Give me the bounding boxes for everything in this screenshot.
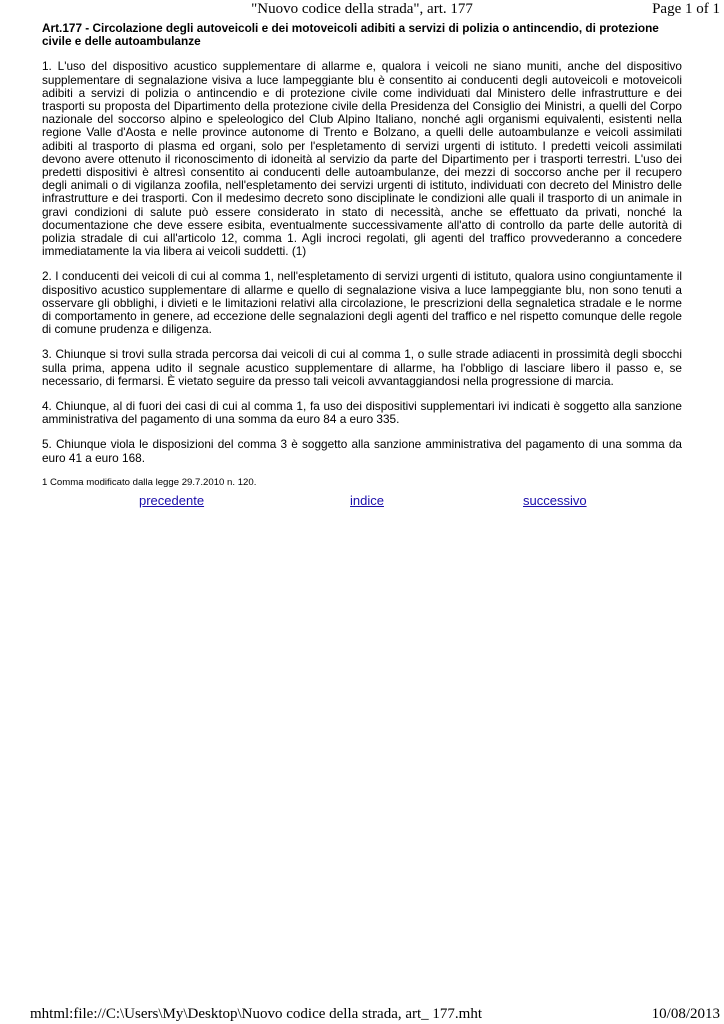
article-content (42, 22, 682, 510)
paragraph-2: 2. I conducenti dei veicoli di cui al comma 1, nell'espletamento di servizi urgenti di istituto, qualora usino congiuntamente il dispositivo acustico supplementare di allarme e quello di segnalazione visiva a luce lampeggiante blu, non sono tenuti a osservare gli obblighi, i divieti e le limitazioni relativi alla circolazione, le prescrizioni della segnaletica stradale e le norme di comportamento in genere, ad eccezione delle segnalazioni degli agenti del traffico e nel rispetto comunque delle regole di comune prudenza e diligenza. (42, 269, 682, 337)
paragraph-5: 5. Chiunque viola le disposizioni del comma 3 è soggetto alla sanzione amministrativa del pagamento di una somma da euro 41 a euro 168. (42, 437, 682, 465)
next-link[interactable]: successivo (523, 492, 587, 508)
paragraph-3: 3. Chiunque si trovi sulla strada percorsa dai veicoli di cui al comma 1, o sulle strade adiacenti in prossimità degli sbocchi sulla prima, appena udito il segnale acustico supplementare di allarme, ha l'obbligo di lasciare libero il passo e, se necessario, di fermarsi. È vietato seguire da presso tali veicoli avvantaggiandosi nella progressione di marcia. (42, 347, 682, 388)
paragraph-1: 1. L'uso del dispositivo acustico supplementare di allarme e, qualora i veicoli ne siano muniti, anche del dispositivo supplementare di segnalazione visiva a luce lampeggiante blu è consentito ai conducenti degli autoveicoli e motoveicoli adibiti a servizi di polizia o antincendio e di protezione civile come individuati dal Ministero delle infrastrutture e dei trasporti su proposta del Dipartimento della protezione civile della Presidenza del Consiglio dei Ministri, a quelli del Corpo nazionale del soccorso alpino e speleologico del Club Alpino Italiano, nonché agli organismi equivalenti, esistenti nella regione Valle d'Aosta e nelle province autonome di Trento e Bolzano, a quelli delle autoambulanze e veicoli assimilati adibiti al trasporto di plasma ed organi, solo per l'espletamento di servizi urgenti di istituto. I predetti veicoli assimilati devono avere ottenuto il riconoscimento di idoneità al servizio da parte del Dipartimento per i trasporti terrestri. L'uso dei predetti dispositivi è altresì consentito ai conducenti delle autoambulanze, dei mezzi di soccorso anche per il recupero degli animali o di vigilanza zoofila, nell'espletamento dei servizi urgenti di istituto, individuati con decreto del Ministro delle infrastrutture e dei trasporti. Con il medesimo decreto sono disciplinate le condizioni alle quali il trasporto di un animale in gravi condizioni di salute può essere considerato in stato di necessità, anche se effettuato da privati, nonché la documentazione che deve essere esibita, eventualmente successivamente all'atto di controllo da parte delle autorità di polizia stradale di cui all'articolo 12, comma 1. Agli incroci regolati, gli agenti del traffico provvederanno a concedere immediatamente la via libera ai veicoli suddetti. (1) (42, 59, 682, 259)
paragraph-4: 4. Chiunque, al di fuori dei casi di cui al comma 1, fa uso dei dispositivi supplementari ivi indicati è soggetto alla sanzione amministrativa del pagamento di una somma da euro 84 a euro 335. (42, 399, 682, 427)
page-number: Page 1 of 1 (652, 1, 720, 17)
document-title: "Nuovo codice della strada", art. 177 (251, 1, 473, 17)
print-footer (0, 1004, 724, 1024)
index-link[interactable]: indice (350, 492, 384, 508)
file-url: mhtml:file://C:\Users\My\Desktop\Nuovo codice della strada, art_ 177.mht (30, 1006, 483, 1022)
print-header (0, 0, 724, 22)
print-date: 10/08/2013 (651, 1006, 720, 1022)
footnote: 1 Comma modificato dalla legge 29.7.2010 n. 120. (42, 476, 257, 488)
article-navigation (42, 494, 682, 510)
previous-link[interactable]: precedente (139, 492, 205, 508)
article-heading: Art.177 - Circolazione degli autoveicoli e dei motoveicoli adibiti a servizi di polizia o antincendio, di protezione civile e delle autoambulanze (42, 21, 659, 49)
